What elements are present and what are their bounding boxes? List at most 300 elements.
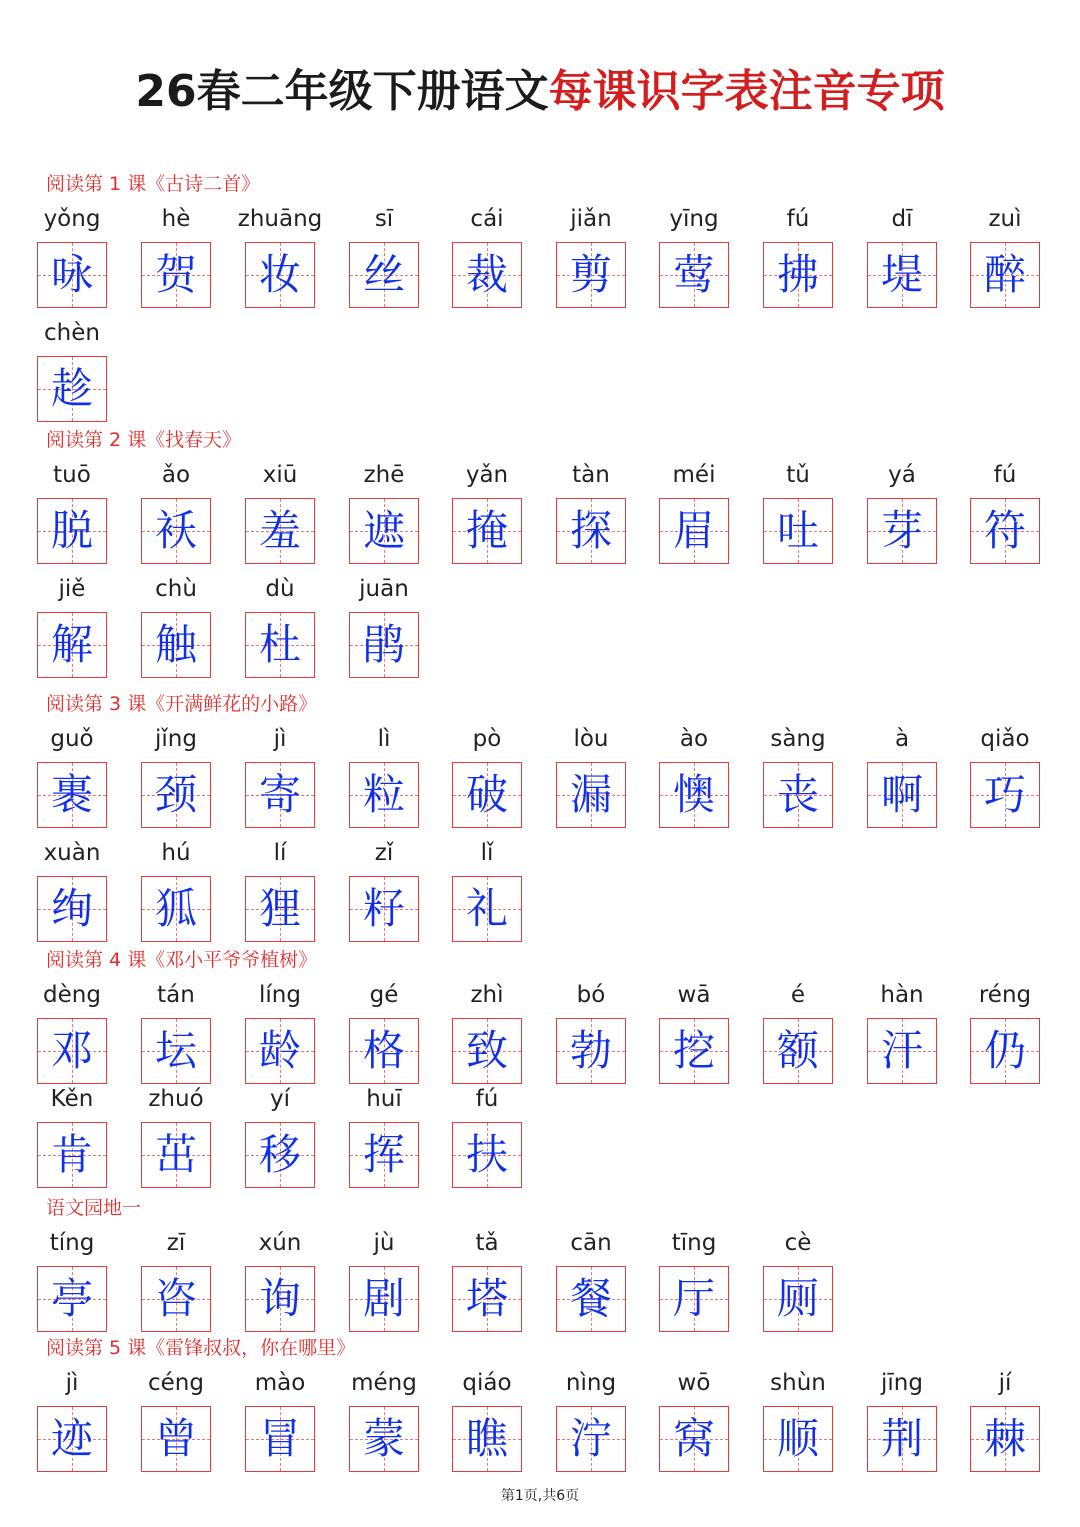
character-cell bbox=[970, 722, 1040, 832]
pinyin-label: sī bbox=[374, 206, 394, 232]
pinyin-label: yǒng bbox=[43, 206, 101, 232]
character-cell bbox=[867, 458, 937, 568]
pinyin-label: chèn bbox=[44, 320, 100, 346]
pinyin-label: tīng bbox=[671, 1230, 717, 1256]
hanzi-character: 亭 bbox=[50, 1274, 93, 1323]
pinyin-label: hè bbox=[161, 206, 191, 232]
hanzi-character: 龄 bbox=[258, 1026, 301, 1075]
character-cell bbox=[37, 1082, 107, 1192]
character-cell bbox=[556, 458, 626, 568]
hanzi-character: 遮 bbox=[362, 506, 405, 555]
character-row bbox=[0, 202, 1080, 312]
character-cell bbox=[141, 202, 211, 312]
character-cell bbox=[349, 1226, 419, 1336]
character-cell bbox=[556, 202, 626, 312]
hanzi-character: 移 bbox=[258, 1130, 301, 1179]
tianzige-grid bbox=[763, 1018, 833, 1084]
character-cell bbox=[349, 978, 419, 1088]
hanzi-character: 顺 bbox=[776, 1414, 819, 1463]
character-row bbox=[0, 722, 1080, 832]
tianzige-grid bbox=[452, 242, 522, 308]
tianzige-grid bbox=[37, 1122, 107, 1188]
hanzi-character: 裁 bbox=[465, 250, 508, 299]
tianzige-grid bbox=[867, 762, 937, 828]
tianzige-grid bbox=[245, 1266, 315, 1332]
hanzi-character: 礼 bbox=[465, 884, 508, 933]
pinyin-label: zuì bbox=[988, 206, 1022, 232]
hanzi-character: 解 bbox=[50, 620, 93, 669]
character-cell bbox=[37, 1366, 107, 1476]
hanzi-character: 颈 bbox=[154, 770, 197, 819]
pinyin-label: hàn bbox=[880, 982, 924, 1008]
character-row bbox=[0, 978, 1080, 1088]
character-cell bbox=[970, 458, 1040, 568]
tianzige-grid bbox=[452, 498, 522, 564]
pinyin-label: hú bbox=[161, 840, 191, 866]
tianzige-grid bbox=[245, 762, 315, 828]
pinyin-label: yǎn bbox=[465, 462, 509, 488]
tianzige-grid bbox=[970, 498, 1040, 564]
hanzi-character: 冒 bbox=[258, 1414, 301, 1463]
hanzi-character: 荆 bbox=[880, 1414, 923, 1463]
character-cell bbox=[37, 316, 107, 426]
pinyin-label: tán bbox=[157, 982, 195, 1008]
tianzige-grid bbox=[245, 612, 315, 678]
character-cell bbox=[37, 572, 107, 682]
pinyin-label: fú bbox=[475, 1086, 499, 1112]
hanzi-character: 仍 bbox=[983, 1026, 1026, 1075]
hanzi-character: 坛 bbox=[154, 1026, 197, 1075]
tianzige-grid bbox=[763, 1406, 833, 1472]
pinyin-label: ǎo bbox=[161, 462, 191, 488]
character-cell bbox=[659, 978, 729, 1088]
tianzige-grid bbox=[659, 762, 729, 828]
pinyin-label: jiǎn bbox=[570, 206, 612, 232]
hanzi-character: 致 bbox=[465, 1026, 508, 1075]
character-cell bbox=[141, 458, 211, 568]
hanzi-character: 拂 bbox=[776, 250, 819, 299]
character-cell bbox=[763, 1366, 833, 1476]
pinyin-label: dèng bbox=[43, 982, 101, 1008]
hanzi-character: 狐 bbox=[154, 884, 197, 933]
tianzige-grid bbox=[141, 242, 211, 308]
hanzi-character: 塔 bbox=[465, 1274, 508, 1323]
tianzige-grid bbox=[37, 498, 107, 564]
character-cell bbox=[452, 1366, 522, 1476]
pinyin-label: lòu bbox=[573, 726, 609, 752]
pinyin-label: fú bbox=[786, 206, 810, 232]
hanzi-character: 吐 bbox=[776, 506, 819, 555]
character-cell bbox=[349, 458, 419, 568]
character-cell bbox=[867, 1366, 937, 1476]
tianzige-grid bbox=[37, 242, 107, 308]
character-cell bbox=[245, 1366, 315, 1476]
hanzi-character: 扶 bbox=[465, 1130, 508, 1179]
hanzi-character: 寄 bbox=[258, 770, 301, 819]
pinyin-label: xiū bbox=[262, 462, 298, 488]
hanzi-character: 迹 bbox=[50, 1414, 93, 1463]
section-title: 阅读第 5 课《雷锋叔叔，你在哪里》 bbox=[46, 1337, 356, 1359]
pinyin-label: zǐ bbox=[374, 840, 394, 866]
character-cell bbox=[452, 722, 522, 832]
hanzi-character: 咏 bbox=[50, 250, 93, 299]
tianzige-grid bbox=[245, 1122, 315, 1188]
pinyin-label: fú bbox=[993, 462, 1017, 488]
pinyin-label: zhuó bbox=[148, 1086, 204, 1112]
hanzi-character: 探 bbox=[569, 506, 612, 555]
hanzi-character: 额 bbox=[776, 1026, 819, 1075]
pinyin-label: zhē bbox=[363, 462, 405, 488]
character-cell bbox=[867, 978, 937, 1088]
character-cell bbox=[867, 722, 937, 832]
character-cell bbox=[349, 1082, 419, 1192]
tianzige-grid bbox=[245, 1406, 315, 1472]
tianzige-grid bbox=[245, 498, 315, 564]
page-title bbox=[0, 52, 1080, 132]
character-cell bbox=[659, 722, 729, 832]
character-cell bbox=[349, 202, 419, 312]
tianzige-grid bbox=[452, 1266, 522, 1332]
pinyin-label: lí bbox=[273, 840, 287, 866]
hanzi-character: 莺 bbox=[672, 250, 715, 299]
tianzige-grid bbox=[556, 1266, 626, 1332]
pinyin-label: shùn bbox=[770, 1370, 826, 1396]
pinyin-label: mào bbox=[254, 1370, 306, 1396]
hanzi-character: 剪 bbox=[569, 250, 612, 299]
tianzige-grid bbox=[659, 242, 729, 308]
tianzige-grid bbox=[245, 1018, 315, 1084]
hanzi-character: 醉 bbox=[983, 250, 1026, 299]
tianzige-grid bbox=[659, 1018, 729, 1084]
tianzige-grid bbox=[556, 1406, 626, 1472]
pinyin-label: yí bbox=[269, 1086, 290, 1112]
pinyin-label: jì bbox=[65, 1370, 79, 1396]
character-cell bbox=[37, 1226, 107, 1336]
character-cell bbox=[141, 1366, 211, 1476]
tianzige-grid bbox=[970, 1406, 1040, 1472]
character-cell bbox=[141, 1082, 211, 1192]
hanzi-character: 裹 bbox=[50, 770, 93, 819]
character-row bbox=[0, 836, 1080, 946]
pinyin-label: zhì bbox=[470, 982, 504, 1008]
character-cell bbox=[763, 722, 833, 832]
pinyin-label: réng bbox=[978, 982, 1032, 1008]
tianzige-grid bbox=[556, 1018, 626, 1084]
hanzi-character: 绚 bbox=[50, 884, 93, 933]
hanzi-character: 棘 bbox=[983, 1414, 1026, 1463]
tianzige-grid bbox=[659, 1406, 729, 1472]
character-cell bbox=[659, 458, 729, 568]
pinyin-label: à bbox=[894, 726, 910, 752]
hanzi-character: 啊 bbox=[880, 770, 923, 819]
pinyin-label: sàng bbox=[770, 726, 826, 752]
tianzige-grid bbox=[867, 1406, 937, 1472]
pinyin-label: qiǎo bbox=[980, 726, 1030, 752]
character-cell bbox=[867, 202, 937, 312]
character-row bbox=[0, 1082, 1080, 1192]
character-cell bbox=[659, 202, 729, 312]
tianzige-grid bbox=[763, 1266, 833, 1332]
pinyin-label: yīng bbox=[669, 206, 719, 232]
section-title: 阅读第 2 课《找春天》 bbox=[46, 429, 242, 451]
character-row bbox=[0, 1226, 1080, 1336]
pinyin-label: juān bbox=[359, 576, 409, 602]
pinyin-label: cān bbox=[570, 1230, 612, 1256]
tianzige-grid bbox=[867, 1018, 937, 1084]
character-cell bbox=[659, 1366, 729, 1476]
character-cell bbox=[452, 1226, 522, 1336]
character-cell bbox=[659, 1226, 729, 1336]
tianzige-grid bbox=[141, 1018, 211, 1084]
hanzi-character: 泞 bbox=[569, 1414, 612, 1463]
pinyin-label: chù bbox=[155, 576, 197, 602]
character-cell bbox=[245, 458, 315, 568]
tianzige-grid bbox=[349, 612, 419, 678]
tianzige-grid bbox=[349, 1018, 419, 1084]
character-cell bbox=[141, 572, 211, 682]
tianzige-grid bbox=[659, 1266, 729, 1332]
tianzige-grid bbox=[141, 1266, 211, 1332]
pinyin-label: jiě bbox=[58, 576, 86, 602]
pinyin-label: bó bbox=[576, 982, 606, 1008]
character-cell bbox=[763, 458, 833, 568]
tianzige-grid bbox=[556, 498, 626, 564]
character-cell bbox=[37, 202, 107, 312]
character-row bbox=[0, 458, 1080, 568]
pinyin-label: gé bbox=[369, 982, 399, 1008]
hanzi-character: 羞 bbox=[258, 506, 301, 555]
pinyin-label: yá bbox=[888, 462, 916, 488]
pinyin-label: jǐng bbox=[155, 726, 197, 752]
pinyin-label: lǐ bbox=[480, 840, 494, 866]
tianzige-grid bbox=[349, 876, 419, 942]
tianzige-grid bbox=[763, 762, 833, 828]
hanzi-character: 格 bbox=[362, 1026, 405, 1075]
tianzige-grid bbox=[970, 762, 1040, 828]
hanzi-character: 袄 bbox=[154, 506, 197, 555]
pinyin-label: wō bbox=[677, 1370, 711, 1396]
pinyin-label: zhuāng bbox=[237, 206, 323, 232]
tianzige-grid bbox=[556, 762, 626, 828]
tianzige-grid bbox=[867, 498, 937, 564]
hanzi-character: 蒙 bbox=[362, 1414, 405, 1463]
hanzi-character: 瞧 bbox=[465, 1414, 508, 1463]
pinyin-label: huī bbox=[366, 1086, 402, 1112]
hanzi-character: 勃 bbox=[569, 1026, 612, 1075]
hanzi-character: 眉 bbox=[672, 506, 715, 555]
tianzige-grid bbox=[763, 242, 833, 308]
tianzige-grid bbox=[37, 1266, 107, 1332]
pinyin-label: xuàn bbox=[43, 840, 101, 866]
tianzige-grid bbox=[141, 876, 211, 942]
tianzige-grid bbox=[245, 242, 315, 308]
hanzi-character: 窝 bbox=[672, 1414, 715, 1463]
character-cell bbox=[37, 722, 107, 832]
section-title: 阅读第 4 课《邓小平爷爷植树》 bbox=[46, 949, 318, 971]
tianzige-grid bbox=[141, 498, 211, 564]
hanzi-character: 厕 bbox=[776, 1274, 819, 1323]
hanzi-character: 破 bbox=[465, 770, 508, 819]
hanzi-character: 丧 bbox=[776, 770, 819, 819]
tianzige-grid bbox=[141, 1406, 211, 1472]
hanzi-character: 汗 bbox=[880, 1026, 923, 1075]
hanzi-character: 掩 bbox=[465, 506, 508, 555]
hanzi-character: 杜 bbox=[258, 620, 301, 669]
tianzige-grid bbox=[37, 1018, 107, 1084]
character-cell bbox=[237, 202, 323, 312]
pinyin-label: méi bbox=[672, 462, 716, 488]
hanzi-character: 询 bbox=[258, 1274, 301, 1323]
tianzige-grid bbox=[970, 1018, 1040, 1084]
tianzige-grid bbox=[37, 1406, 107, 1472]
section-title: 语文园地一 bbox=[46, 1197, 142, 1219]
tianzige-grid bbox=[141, 1122, 211, 1188]
hanzi-character: 挥 bbox=[362, 1130, 405, 1179]
hanzi-character: 丝 bbox=[362, 250, 405, 299]
tianzige-grid bbox=[349, 762, 419, 828]
tianzige-grid bbox=[452, 876, 522, 942]
hanzi-character: 符 bbox=[983, 506, 1026, 555]
character-cell bbox=[452, 458, 522, 568]
character-cell bbox=[245, 1082, 315, 1192]
pinyin-label: qiáo bbox=[462, 1370, 512, 1396]
pinyin-label: xún bbox=[258, 1230, 302, 1256]
character-cell bbox=[349, 722, 419, 832]
character-cell bbox=[245, 1226, 315, 1336]
hanzi-character: 脱 bbox=[50, 506, 93, 555]
tianzige-grid bbox=[970, 242, 1040, 308]
pinyin-label: zī bbox=[166, 1230, 186, 1256]
tianzige-grid bbox=[452, 1122, 522, 1188]
character-row bbox=[0, 572, 1080, 682]
tianzige-grid bbox=[452, 762, 522, 828]
tianzige-grid bbox=[452, 1018, 522, 1084]
character-cell bbox=[970, 978, 1040, 1088]
character-cell bbox=[37, 978, 107, 1088]
character-cell bbox=[349, 1366, 419, 1476]
pinyin-label: tuō bbox=[53, 462, 91, 488]
character-cell bbox=[141, 722, 211, 832]
pinyin-label: tíng bbox=[49, 1230, 95, 1256]
tianzige-grid bbox=[349, 1266, 419, 1332]
section-title: 阅读第 1 课《古诗二首》 bbox=[46, 173, 261, 195]
hanzi-character: 鹃 bbox=[362, 620, 405, 669]
character-cell bbox=[970, 1366, 1040, 1476]
character-cell bbox=[141, 1226, 211, 1336]
pinyin-label: é bbox=[790, 982, 806, 1008]
tianzige-grid bbox=[349, 498, 419, 564]
hanzi-character: 曾 bbox=[154, 1414, 197, 1463]
title-part-black: 26春二年级下册语文 bbox=[135, 66, 549, 117]
character-cell bbox=[245, 978, 315, 1088]
tianzige-grid bbox=[452, 1406, 522, 1472]
tianzige-grid bbox=[659, 498, 729, 564]
title-part-red: 每课识字表注音专项 bbox=[548, 66, 945, 117]
character-cell bbox=[970, 202, 1040, 312]
hanzi-character: 茁 bbox=[154, 1130, 197, 1179]
character-cell bbox=[556, 1226, 626, 1336]
hanzi-character: 巧 bbox=[983, 770, 1026, 819]
character-cell bbox=[452, 836, 522, 946]
character-cell bbox=[452, 202, 522, 312]
pinyin-label: wā bbox=[677, 982, 711, 1008]
character-cell bbox=[141, 978, 211, 1088]
tianzige-grid bbox=[37, 762, 107, 828]
hanzi-character: 漏 bbox=[569, 770, 612, 819]
section-title: 阅读第 3 课《开满鲜花的小路》 bbox=[46, 693, 318, 715]
character-row bbox=[0, 316, 1080, 426]
tianzige-grid bbox=[763, 498, 833, 564]
pinyin-label: jí bbox=[998, 1370, 1012, 1396]
tianzige-grid bbox=[245, 876, 315, 942]
pinyin-label: pò bbox=[472, 726, 502, 752]
tianzige-grid bbox=[349, 1122, 419, 1188]
character-cell bbox=[763, 1226, 833, 1336]
character-cell bbox=[763, 202, 833, 312]
character-cell bbox=[245, 836, 315, 946]
character-cell bbox=[349, 836, 419, 946]
hanzi-character: 餐 bbox=[569, 1274, 612, 1323]
tianzige-grid bbox=[141, 612, 211, 678]
tianzige-grid bbox=[37, 876, 107, 942]
hanzi-character: 芽 bbox=[880, 506, 923, 555]
character-cell bbox=[452, 978, 522, 1088]
hanzi-character: 触 bbox=[154, 620, 197, 669]
hanzi-character: 厅 bbox=[672, 1274, 715, 1323]
character-cell bbox=[37, 458, 107, 568]
pinyin-label: méng bbox=[351, 1370, 417, 1396]
pinyin-label: lì bbox=[377, 726, 391, 752]
character-cell bbox=[245, 722, 315, 832]
hanzi-character: 贺 bbox=[154, 250, 197, 299]
hanzi-character: 趁 bbox=[50, 364, 93, 413]
tianzige-grid bbox=[141, 762, 211, 828]
character-cell bbox=[763, 978, 833, 1088]
tianzige-grid bbox=[349, 1406, 419, 1472]
hanzi-character: 籽 bbox=[362, 884, 405, 933]
pinyin-label: tàn bbox=[572, 462, 610, 488]
character-cell bbox=[141, 836, 211, 946]
pinyin-label: Kěn bbox=[50, 1086, 94, 1112]
pinyin-label: cái bbox=[470, 206, 504, 232]
tianzige-grid bbox=[37, 612, 107, 678]
pinyin-label: guǒ bbox=[50, 726, 94, 752]
character-cell bbox=[245, 572, 315, 682]
hanzi-character: 咨 bbox=[154, 1274, 197, 1323]
hanzi-character: 狸 bbox=[258, 884, 301, 933]
hanzi-character: 剧 bbox=[362, 1274, 405, 1323]
pinyin-label: jì bbox=[273, 726, 287, 752]
pinyin-label: tǔ bbox=[786, 462, 810, 488]
character-cell bbox=[37, 836, 107, 946]
character-cell bbox=[349, 572, 419, 682]
character-cell bbox=[556, 978, 626, 1088]
pinyin-label: cè bbox=[784, 1230, 812, 1256]
character-cell bbox=[452, 1082, 522, 1192]
hanzi-character: 妆 bbox=[258, 250, 301, 299]
hanzi-character: 堤 bbox=[880, 250, 923, 299]
pinyin-label: jù bbox=[373, 1230, 395, 1256]
page-footer: 第1页,共6页 bbox=[500, 1488, 580, 1504]
character-cell bbox=[556, 1366, 626, 1476]
tianzige-grid bbox=[867, 242, 937, 308]
pinyin-label: líng bbox=[259, 982, 301, 1008]
pinyin-label: nìng bbox=[565, 1370, 617, 1396]
pinyin-label: céng bbox=[148, 1370, 204, 1396]
tianzige-grid bbox=[556, 242, 626, 308]
hanzi-character: 挖 bbox=[672, 1026, 715, 1075]
hanzi-character: 懊 bbox=[672, 770, 715, 819]
